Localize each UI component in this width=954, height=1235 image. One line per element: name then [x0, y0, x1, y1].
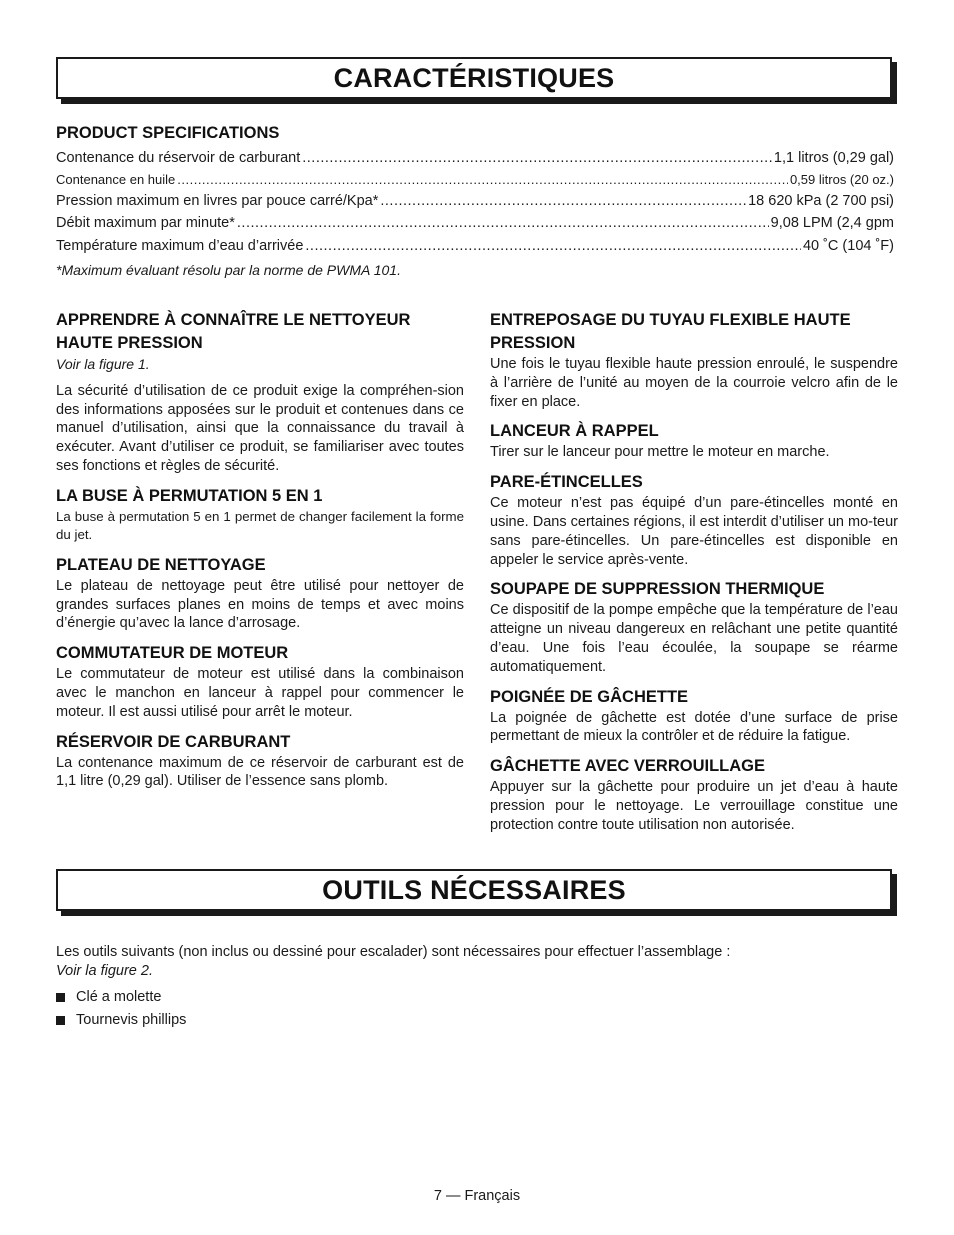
feature-description: Une fois le tuyau flexible haute pression enroulé, le suspendre à l’arrière de l’unité au moyen de la courroie velcro afin de le fixer en place.	[490, 356, 898, 410]
product-specifications	[56, 123, 894, 281]
spec-row	[56, 212, 894, 235]
feature-heading: LANCEUR À RAPPEL	[490, 422, 659, 441]
feature-heading: LA BUSE À PERMUTATION 5 EN 1	[56, 486, 323, 505]
feature-block	[56, 554, 464, 633]
tool-label: Tournevis phillips	[76, 1012, 187, 1028]
left-column	[56, 309, 464, 800]
dot-leader	[177, 170, 788, 190]
caracteristiques-banner	[56, 57, 892, 99]
feature-block	[490, 420, 898, 462]
list-item	[56, 1009, 894, 1032]
list-item	[56, 986, 894, 1009]
spec-heading: PRODUCT SPECIFICATIONS	[56, 124, 280, 142]
spec-footnote: *Maximum évaluant résolu par la norme de PWMA 101.	[56, 262, 401, 278]
dot-leader	[380, 190, 746, 213]
dot-leader	[305, 235, 801, 258]
feature-block	[56, 485, 464, 545]
tools-section	[56, 943, 894, 1032]
feature-description: Le commutateur de moteur est utilisé dans la combinaison avec le manchon en lanceur à rappel pour commencer le moteur. Il est aussi utilisé pour arrêt le moteur.	[56, 666, 464, 720]
feature-heading: GÂCHETTE AVEC VERROUILLAGE	[490, 757, 766, 776]
feature-block	[490, 686, 898, 747]
spec-value: 9,08 LPM (2,4 gpm	[770, 215, 894, 231]
spec-label: Température maximum d’eau d’arrivée	[56, 237, 304, 254]
feature-description: Appuyer sur la gâchette pour produire un jet d’eau à haute pression pour le nettoyage. Le verrouillage constitue une protection contre toute utilisation non autorisée.	[490, 779, 898, 833]
spec-label: Contenance du réservoir de carburant	[56, 150, 301, 166]
figure-reference: Voir la figure 2.	[56, 963, 153, 979]
spec-value: 0,59 litros (20 oz.)	[789, 171, 894, 187]
spec-list	[56, 147, 894, 257]
feature-heading: ENTREPOSAGE DU TUYAU FLEXIBLE HAUTE PRESSION	[490, 311, 851, 352]
feature-heading: PLATEAU DE NETTOYAGE	[56, 555, 266, 574]
tool-label: Clé a molette	[76, 989, 162, 1005]
outils-banner	[56, 869, 892, 911]
section-title: CARACTÉRISTIQUES	[333, 62, 615, 93]
dot-leader	[237, 212, 769, 235]
feature-block	[56, 642, 464, 721]
feature-description: Tirer sur le lanceur pour mettre le moteur en marche.	[490, 444, 830, 461]
feature-heading: POIGNÉE DE GÂCHETTE	[490, 687, 689, 706]
feature-description: La contenance maximum de ce réservoir de carburant est de 1,1 litre (0,29 gal). Utiliser de l’essence sans plomb.	[56, 754, 464, 790]
feature-block	[56, 309, 464, 476]
spec-row	[56, 170, 894, 190]
feature-description: La sécurité d’utilisation de ce produit exige la compréhen-sion des informations apposées sur le produit et contenues dans ce manuel d’utilisation, ainsi que la connaissance du travail à exécuter. Avant d’utiliser ce produit, se familiariser avec toutes ses fonctions et règles de sécurité.	[56, 382, 464, 474]
spec-row	[56, 190, 894, 213]
feature-description: La poignée de gâchette est dotée d’une surface de prise permettant de mieux la contrôler et de réduire la fatigue.	[490, 709, 898, 745]
feature-block	[56, 731, 464, 792]
feature-description: Ce moteur n’est pas équipé d’un pare-étincelles monté en usine. Dans certaines régions, il est interdit d’utiliser un mo-teur sans pare-étincelles. Un pare-étincelles est disponible en appeler le service après-vente.	[490, 495, 898, 568]
spec-value: 18 620 kPa (2 700 psi)	[748, 192, 894, 209]
figure-reference: Voir la figure 1.	[56, 356, 150, 372]
tools-list	[56, 986, 894, 1032]
section-title: OUTILS NÉCESSAIRES	[322, 874, 626, 905]
spec-label: Débit maximum par minute*	[56, 215, 235, 231]
right-column	[490, 309, 898, 844]
feature-heading: SOUPAPE DE SUPPRESSION THERMIQUE	[490, 580, 825, 599]
feature-block	[490, 755, 898, 834]
feature-description: Le plateau de nettoyage peut être utilisé pour nettoyer de grandes surfaces planes en moins de temps et avec moins d’énergie qu’avec la lance d’arrosage.	[56, 577, 464, 632]
spec-label: Pression maximum en livres par pouce carré/Kpa*	[56, 192, 379, 209]
square-bullet-icon	[56, 993, 65, 1002]
spec-value: 40 ˚C (104 ˚F)	[802, 237, 894, 254]
feature-description: La buse à permutation 5 en 1 permet de changer facilement la forme du jet.	[56, 508, 464, 543]
spec-value: 1,1 litros (0,29 gal)	[773, 150, 894, 166]
feature-heading: PARE-ÉTINCELLES	[490, 473, 643, 492]
spec-label: Contenance en huile	[56, 171, 176, 187]
spec-row	[56, 147, 894, 170]
feature-block	[490, 578, 898, 676]
spec-row	[56, 235, 894, 258]
feature-heading: COMMUTATEUR DE MOTEUR	[56, 644, 289, 663]
feature-heading: APPRENDRE À CONNAÎTRE LE NETTOYEUR HAUTE PRESSION	[56, 311, 411, 352]
square-bullet-icon	[56, 1016, 65, 1025]
feature-block	[490, 471, 898, 569]
dot-leader	[302, 147, 772, 170]
feature-description: Ce dispositif de la pompe empêche que la température de l’eau atteigne un niveau dangereux en relâchant une petite quantité d’eau. Une fois l’eau écoulée, la soupape se réarme automatiquement.	[490, 602, 898, 675]
tools-intro: Les outils suivants (non inclus ou dessiné pour escalader) sont nécessaires pour effectuer l’assemblage :	[56, 944, 731, 960]
page-footer: 7 — Français	[433, 1188, 521, 1204]
feature-heading: RÉSERVOIR DE CARBURANT	[56, 732, 291, 751]
feature-block	[490, 309, 898, 411]
